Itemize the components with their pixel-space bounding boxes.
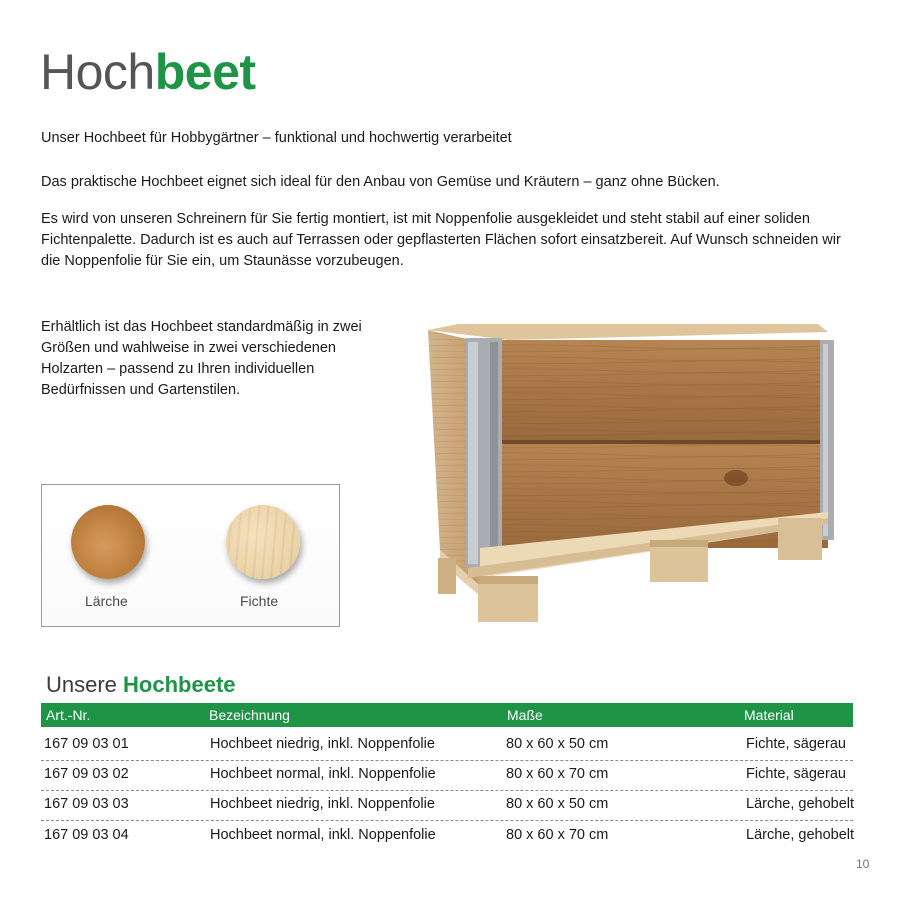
material [746,827,854,843]
section-title-part-1: Unsere [46,672,124,697]
product-name [210,766,436,782]
intro-paragraph-2: Es wird von unseren Schreinern für Sie fertig montiert, ist mit Noppenfolie ausgekleidet und steht stabil auf einer soliden Fichtenpalette. Dadurch ist es auch auf Terrassen oder gepflasterten Flächen sofort einsatzbereit. Auf Wunsch schneiden wir die Noppenfolie für Sie ein, um Staunässe vorzubeugen. [41,211,841,269]
material-detail: gehobelt [798,796,855,812]
larch-label: Lärche [85,593,128,609]
product-name [210,827,436,843]
product-name-detail: niedrig, inkl. Noppenfolie [276,796,435,812]
material-main: Fichte, [746,766,790,782]
table-row [41,790,853,821]
product-name-main: Hochbeet [210,766,273,782]
table-row [41,760,853,791]
raised-bed-photo [418,318,838,623]
dimensions: 80 x 60 x 70 cm [506,827,609,843]
product-name-detail: normal, inkl. Noppenfolie [276,766,436,782]
article-number: 167 09 03 04 [44,827,129,843]
product-name-detail: normal, inkl. Noppenfolie [276,827,436,843]
product-name-main: Hochbeet [210,827,273,843]
title-part-hoch: Hoch [40,44,155,100]
title-part-beet: beet [154,44,256,100]
intro-headline: Unser Hochbeet für Hobbygärtner – funktional und hochwertig verarbeitet [41,130,512,146]
material-detail: gehobelt [798,827,855,843]
article-number: 167 09 03 02 [44,766,129,782]
spruce-wood-sample [226,505,300,579]
intro-paragraph-1: Das praktische Hochbeet eignet sich ideal für den Anbau von Gemüse und Kräutern – ganz ohne Bücken. [41,174,720,190]
page-title [40,42,256,102]
header-bezeichnung: Bezeichnung [209,707,290,723]
product-name [210,796,435,812]
dimensions: 80 x 60 x 70 cm [506,766,609,782]
header-material: Material [744,707,794,723]
article-number: 167 09 03 01 [44,736,129,752]
material-main: Lärche, [746,796,795,812]
product-name-main: Hochbeet [210,736,273,752]
dimensions: 80 x 60 x 50 cm [506,736,609,752]
product-name [210,736,435,752]
wood-samples-box [41,484,340,627]
header-masse: Maße [507,707,543,723]
material-detail: sägerau [793,766,846,782]
material-detail: sägerau [793,736,846,752]
table-row [41,821,853,851]
material [746,796,854,812]
section-title-part-2: Hochbeete [123,672,236,697]
article-number: 167 09 03 03 [44,796,129,812]
material-main: Fichte, [746,736,790,752]
material [746,766,846,782]
table-row [41,730,853,761]
availability-text: Erhältlich ist das Hochbeet standardmäßig in zwei Größen und wahlweise in zwei verschiedenen Holzarten – passend zu Ihren individuellen Bedürfnissen und Gartenstilen. [41,319,362,398]
dimensions: 80 x 60 x 50 cm [506,796,609,812]
section-title [46,671,236,699]
product-name-detail: niedrig, inkl. Noppenfolie [276,736,435,752]
material-main: Lärche, [746,827,795,843]
table-header [41,703,853,727]
material [746,736,846,752]
header-art-nr: Art.-Nr. [46,707,91,723]
spruce-label: Fichte [240,593,279,609]
page-number: 10 [856,857,870,871]
larch-wood-sample [71,505,145,579]
product-name-main: Hochbeet [210,796,273,812]
